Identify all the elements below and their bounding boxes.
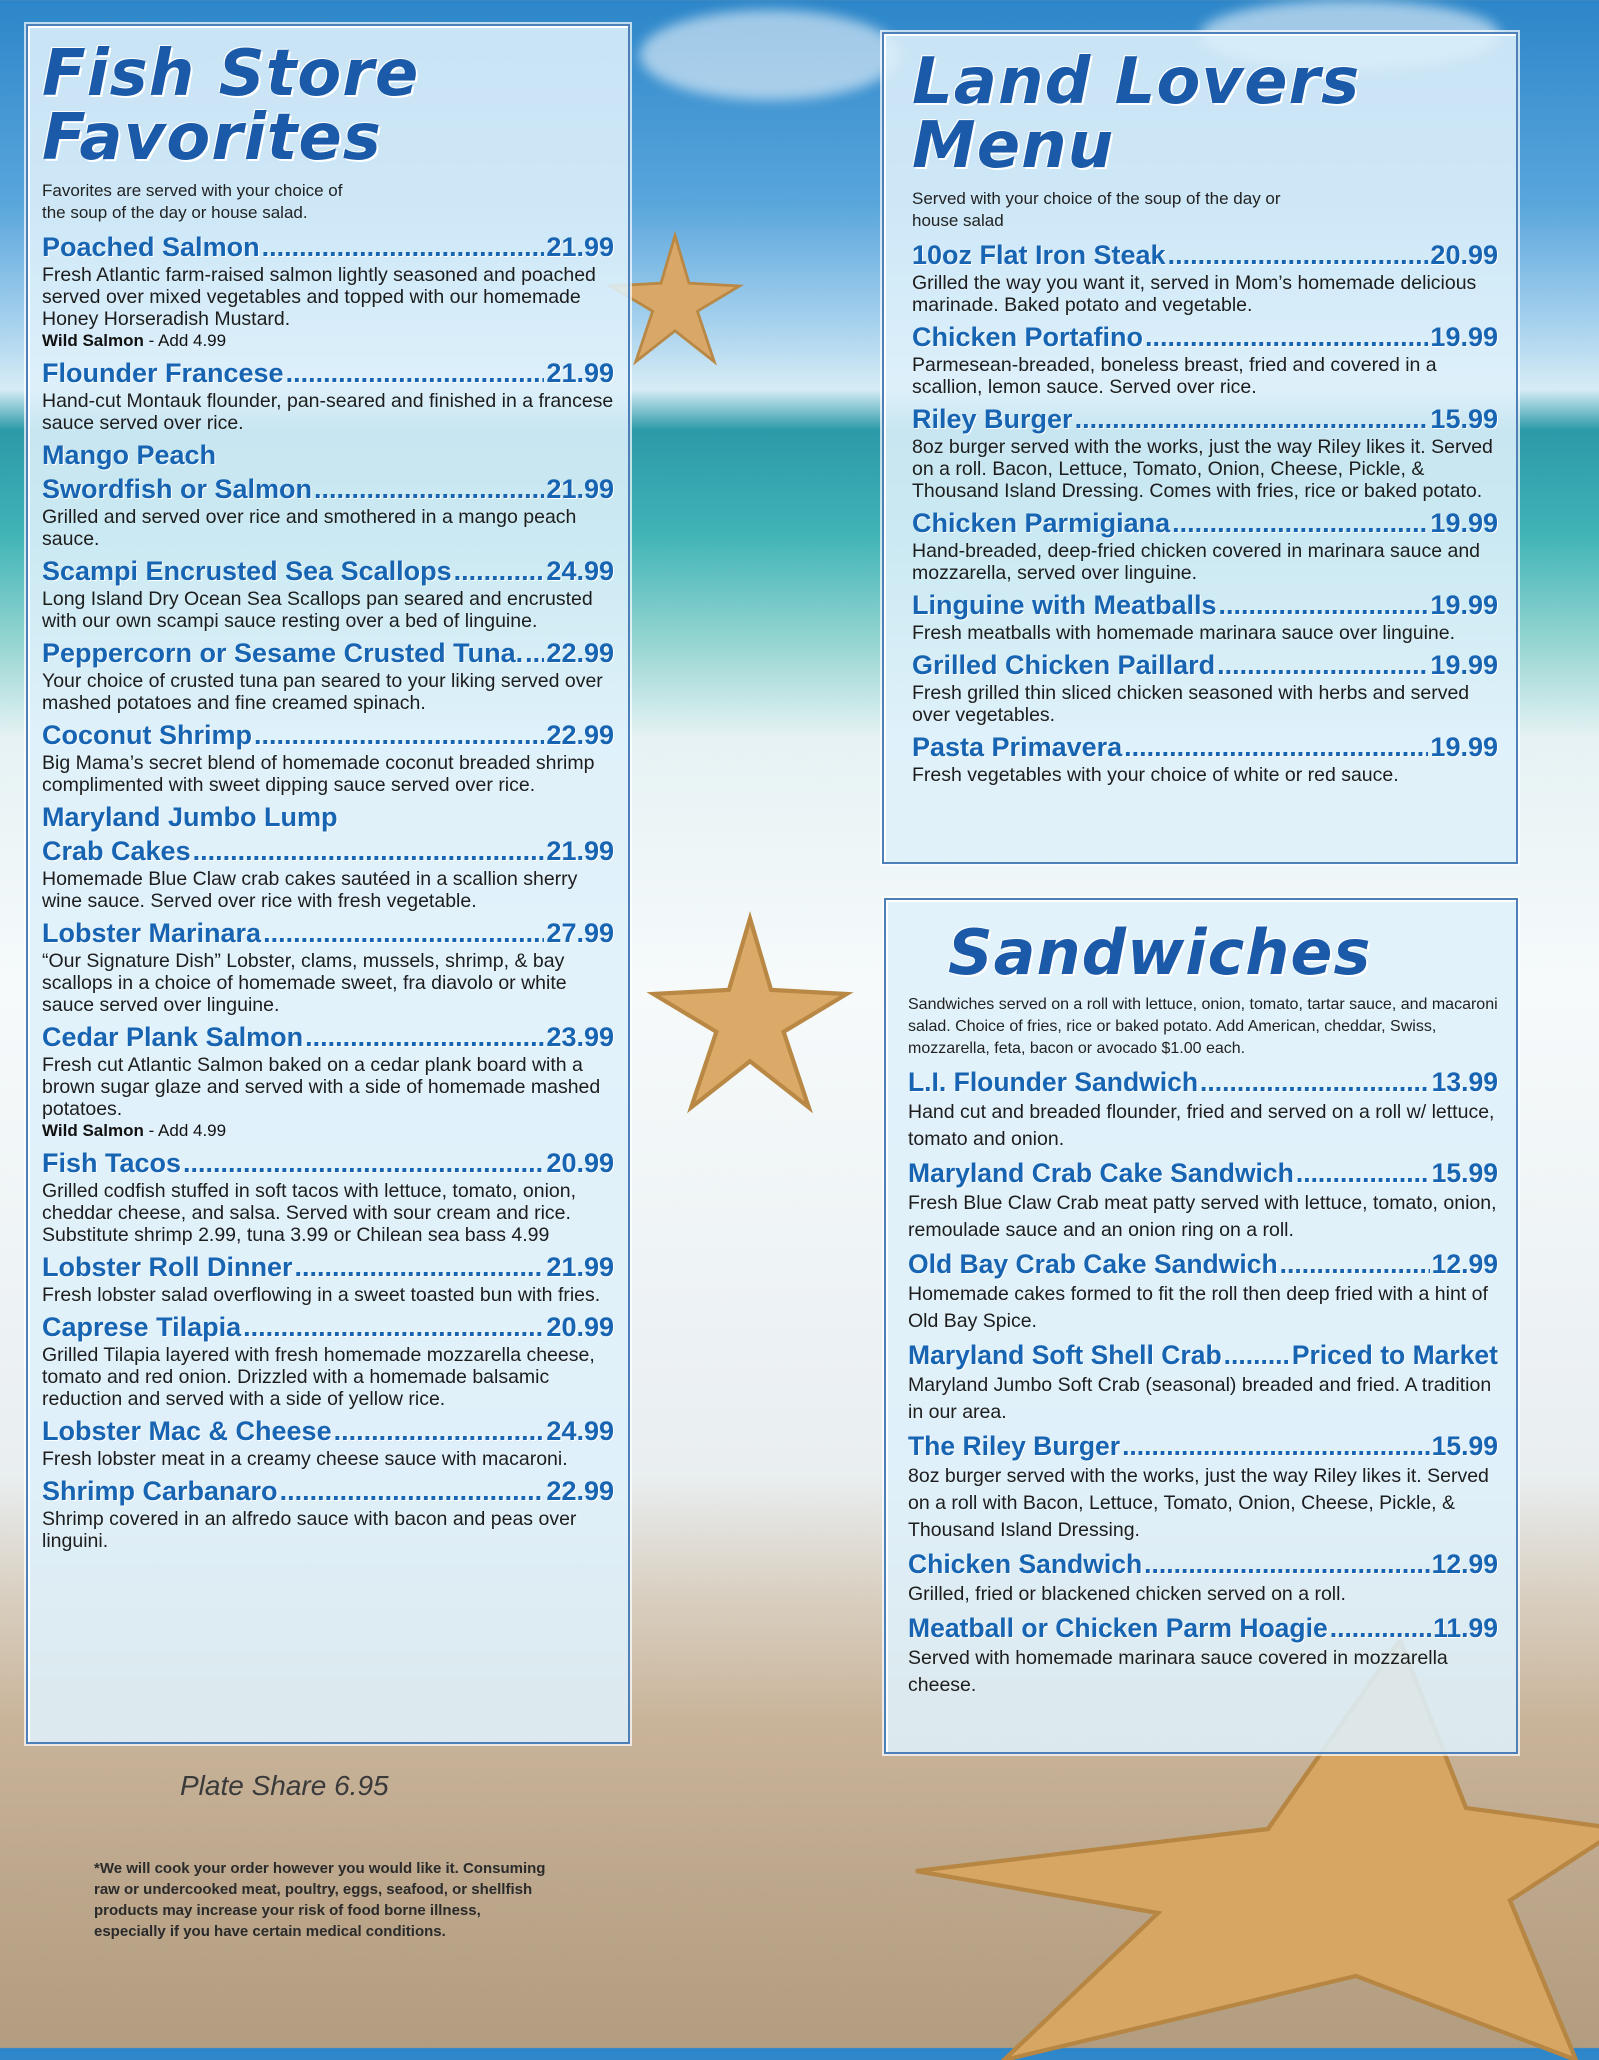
menu-item-header xyxy=(908,1157,1498,1190)
menu-item-header xyxy=(42,916,614,950)
menu-item-description: Fresh grilled thin sliced chicken seasoned with herbs and served over vegetables. xyxy=(912,682,1470,726)
menu-item-name: Poached Salmon xyxy=(42,232,260,262)
menu-item-description: Fresh lobster meat in a creamy cheese sauce with macaroni. xyxy=(42,1448,568,1470)
dot-leader xyxy=(193,834,545,868)
menu-item-name: Flounder Francese xyxy=(42,358,284,388)
menu-item xyxy=(42,718,614,796)
menu-item-header xyxy=(908,1066,1498,1099)
section-intro: Sandwiches served on a roll with lettuce, onion, tomato, tartar sauce, and macaroni salad. Choice of fries, rice or baked potato. Add American, cheddar, Swiss, mozzarella, feta, bacon or avocado $1.00 each. xyxy=(908,996,1498,1057)
dot-leader xyxy=(262,230,545,264)
menu-item-description: Grilled codfish stuffed in soft tacos with lettuce, tomato, onion, cheddar cheese, and salsa. Served with sour cream and rice. Substitute shrimp 2.99, tuna 3.99 or Chilean sea bass 4.99 xyxy=(42,1180,577,1246)
land-lovers-panel xyxy=(882,32,1518,864)
dot-leader xyxy=(1172,506,1428,540)
dot-leader xyxy=(1224,1339,1290,1372)
menu-item-description: Grilled the way you want it, served in Mom’s homemade delicious marinade. Baked potato and vegetable. xyxy=(912,272,1477,316)
menu-item xyxy=(908,1339,1498,1426)
menu-item-price: 22.99 xyxy=(546,720,614,750)
dot-leader xyxy=(263,916,544,950)
menu-item-header xyxy=(912,402,1498,436)
addon-label: Wild Salmon xyxy=(42,331,144,350)
menu-item-name: Lobster Roll Dinner xyxy=(42,1252,293,1282)
menu-list xyxy=(912,238,1498,786)
menu-item-price: 13.99 xyxy=(1431,1067,1498,1097)
menu-item-header xyxy=(42,1146,614,1180)
menu-item xyxy=(912,402,1498,502)
menu-list xyxy=(42,230,614,1552)
section-intro: Served with your choice of the soup of the day or house salad xyxy=(912,189,1281,230)
menu-item-price: 12.99 xyxy=(1431,1549,1498,1579)
menu-item-addon xyxy=(42,330,614,352)
menu-item xyxy=(908,1430,1498,1544)
menu-item-name: Pasta Primavera xyxy=(912,732,1123,762)
menu-item-price: 27.99 xyxy=(546,918,614,948)
menu-item-header xyxy=(912,506,1498,540)
menu-item-price: 22.99 xyxy=(546,1476,614,1506)
section-title: Land Lovers Menu xyxy=(912,45,1361,183)
dot-leader xyxy=(1296,1157,1430,1190)
menu-item-price: 22.99 xyxy=(546,638,614,668)
menu-item-name: Meatball or Chicken Parm Hoagie xyxy=(908,1613,1328,1643)
menu-item-price: 20.99 xyxy=(546,1312,614,1342)
menu-item-addon xyxy=(42,1120,614,1142)
menu-item-name: Chicken Parmigiana xyxy=(912,508,1171,538)
dot-leader xyxy=(1168,238,1429,272)
menu-item xyxy=(908,1157,1498,1244)
menu-item-header xyxy=(912,588,1498,622)
menu-item-header xyxy=(42,636,614,670)
dot-leader xyxy=(295,1250,545,1284)
dot-leader xyxy=(1144,1548,1430,1581)
menu-item-name: Coconut Shrimp xyxy=(42,720,252,750)
menu-item-description: Served with homemade marinara sauce covered in mozzarella cheese. xyxy=(908,1647,1448,1696)
menu-item-price: 19.99 xyxy=(1430,650,1498,680)
menu-item xyxy=(42,1020,614,1142)
menu-item-description: Fresh meatballs with homemade marinara sauce over linguine. xyxy=(912,622,1456,644)
menu-item-description: Hand-cut Montauk flounder, pan-seared and finished in a francese sauce served over rice. xyxy=(42,390,614,434)
menu-item-description: Maryland Jumbo Soft Crab (seasonal) breaded and fried. A tradition in our area. xyxy=(908,1374,1492,1423)
menu-item-price: 23.99 xyxy=(546,1022,614,1052)
menu-item-description: Hand-breaded, deep-fried chicken covered in marinara sauce and mozzarella, served over linguine. xyxy=(912,540,1481,584)
menu-item-header xyxy=(42,230,614,264)
menu-item xyxy=(42,438,614,550)
food-safety-disclaimer: *We will cook your order however you would like it. Consuming raw or undercooked meat, poultry, eggs, seafood, or shellfish products may increase your risk of food borne illness, especially if you have certain medical conditions. xyxy=(94,1860,546,1940)
dot-leader xyxy=(1122,1430,1430,1463)
addon-label: Wild Salmon xyxy=(42,1121,144,1140)
menu-item-name: Grilled Chicken Paillard xyxy=(912,650,1216,680)
menu-item xyxy=(912,238,1498,316)
cloud xyxy=(640,10,900,100)
menu-item-name: Chicken Sandwich xyxy=(908,1549,1143,1579)
menu-item-price: 19.99 xyxy=(1430,322,1498,352)
dot-leader xyxy=(286,356,545,390)
menu-item-header xyxy=(42,1310,614,1344)
menu-item-description: Grilled and served over rice and smothered in a mango peach sauce. xyxy=(42,506,577,550)
menu-item xyxy=(908,1066,1498,1153)
menu-item-price: 12.99 xyxy=(1431,1249,1498,1279)
menu-item-description: Fresh vegetables with your choice of white or red sauce. xyxy=(912,764,1399,786)
menu-item-header xyxy=(42,1474,614,1508)
menu-item-name: 10oz Flat Iron Steak xyxy=(912,240,1166,270)
menu-item-header xyxy=(908,1339,1498,1372)
plate-share-note: Plate Share 6.95 xyxy=(180,1770,389,1801)
dot-leader xyxy=(254,718,544,752)
section-intro: Favorites are served with your choice of the soup of the day or house salad. xyxy=(42,181,343,222)
menu-item-name: Peppercorn or Sesame Crusted Tuna. xyxy=(42,638,524,668)
menu-item-name: Riley Burger xyxy=(912,404,1073,434)
menu-item-header xyxy=(908,1548,1498,1581)
menu-item-name: Caprese Tilapia xyxy=(42,1312,242,1342)
menu-item-price: 15.99 xyxy=(1430,404,1498,434)
starfish-icon xyxy=(645,910,855,1120)
dot-leader xyxy=(280,1474,545,1508)
fish-favorites-panel xyxy=(26,24,630,1744)
dot-leader xyxy=(454,554,545,588)
menu-item-header xyxy=(908,1248,1498,1281)
menu-item-name: Linguine with Meatballs xyxy=(912,590,1217,620)
menu-item-description: Fresh lobster salad overflowing in a sweet toasted bun with fries. xyxy=(42,1284,601,1306)
dot-leader xyxy=(1330,1612,1431,1645)
menu-item-price: 24.99 xyxy=(546,556,614,586)
menu-item xyxy=(42,636,614,714)
menu-item-name: Chicken Portafino xyxy=(912,322,1144,352)
menu-item-name: Lobster Mac & Cheese xyxy=(42,1416,332,1446)
menu-item-header xyxy=(912,730,1498,764)
dot-leader xyxy=(243,1310,544,1344)
dot-leader xyxy=(1217,648,1428,682)
menu-item-price: 24.99 xyxy=(546,1416,614,1446)
menu-item-price: Priced to Market xyxy=(1291,1340,1498,1370)
menu-item-price: 15.99 xyxy=(1431,1158,1498,1188)
menu-item-header xyxy=(42,1020,614,1054)
menu-item-description: Long Island Dry Ocean Sea Scallops pan seared and encrusted with our own scampi sauce resting over a bed of linguine. xyxy=(42,588,593,632)
menu-item-name: L.I. Flounder Sandwich xyxy=(908,1067,1199,1097)
menu-item-header xyxy=(908,1430,1498,1463)
addon-price: - Add 4.99 xyxy=(143,331,227,350)
menu-item-description: Grilled, fried or blackened chicken served on a roll. xyxy=(908,1583,1346,1605)
menu-item-header xyxy=(42,718,614,752)
menu-item-description: 8oz burger served with the works, just the way Riley likes it. Served on a roll with Bacon, Lettuce, Tomato, Onion, Cheese, Pickle, & Thousand Island Dressing. xyxy=(908,1465,1489,1541)
menu-item xyxy=(42,230,614,352)
menu-item-name: Lobster Marinara xyxy=(42,918,262,948)
menu-item-description: Fresh Atlantic farm-raised salmon lightly seasoned and poached served over mixed vegetables and topped with our homemade Honey Horseradish Mustard. xyxy=(42,264,596,330)
menu-item-name: Old Bay Crab Cake Sandwich xyxy=(908,1249,1278,1279)
section-title: Sandwiches xyxy=(948,916,1372,989)
menu-item-name: Cedar Plank Salmon xyxy=(42,1022,304,1052)
menu-item xyxy=(42,1146,614,1246)
menu-item xyxy=(908,1248,1498,1335)
menu-item xyxy=(42,1250,614,1306)
dot-leader xyxy=(183,1146,544,1180)
menu-item-header xyxy=(42,472,614,506)
menu-item-header xyxy=(912,320,1498,354)
dot-leader xyxy=(1145,320,1428,354)
menu-item-name: Maryland Crab Cake Sandwich xyxy=(908,1158,1294,1188)
menu-item-header xyxy=(42,356,614,390)
menu-item-name: Swordfish or Salmon xyxy=(42,474,313,504)
menu-item xyxy=(42,1310,614,1410)
menu-item-price: 21.99 xyxy=(546,1252,614,1282)
menu-item-name: Fish Tacos xyxy=(42,1148,182,1178)
menu-item-name: Shrimp Carbanaro xyxy=(42,1476,278,1506)
menu-item-description: Homemade Blue Claw crab cakes sautéed in a scallion sherry wine sauce. Served over rice with fresh vegetable. xyxy=(42,868,578,912)
menu-item xyxy=(912,588,1498,644)
menu-item-description: Hand cut and breaded flounder, fried and served on a roll w/ lettuce, tomato and onion. xyxy=(908,1101,1495,1150)
menu-item-header xyxy=(912,238,1498,272)
menu-item-name: Crab Cakes xyxy=(42,836,191,866)
menu-item-header xyxy=(908,1612,1498,1645)
menu-item-price: 15.99 xyxy=(1431,1431,1498,1461)
menu-item-description: Homemade cakes formed to fit the roll then deep fried with a hint of Old Bay Spice. xyxy=(908,1283,1488,1332)
dot-leader xyxy=(1280,1248,1430,1281)
menu-item xyxy=(908,1548,1498,1608)
menu-item-description: Parmesean-breaded, boneless breast, fried and covered in a scallion, lemon sauce. Served over rice. xyxy=(912,354,1437,398)
dot-leader xyxy=(1200,1066,1430,1099)
menu-item-description: Your choice of crusted tuna pan seared to your liking served over mashed potatoes and fine creamed spinach. xyxy=(42,670,603,714)
dot-leader xyxy=(305,1020,544,1054)
menu-item xyxy=(912,506,1498,584)
menu-item-name: The Riley Burger xyxy=(908,1431,1121,1461)
menu-item-price: 21.99 xyxy=(546,836,614,866)
menu-item xyxy=(908,1612,1498,1699)
menu-item-price: 20.99 xyxy=(546,1148,614,1178)
dot-leader xyxy=(525,636,544,670)
menu-item-name: Scampi Encrusted Sea Scallops xyxy=(42,556,452,586)
menu-item-header xyxy=(42,834,614,868)
dot-leader xyxy=(1124,730,1428,764)
menu-list xyxy=(908,1066,1498,1699)
menu-item-description: Fresh cut Atlantic Salmon baked on a cedar plank board with a brown sugar glaze and served with a side of homemade mashed potatoes. xyxy=(42,1054,601,1120)
menu-item xyxy=(912,648,1498,726)
sandwiches-panel xyxy=(884,898,1518,1754)
menu-item-name-prefix: Mango Peach xyxy=(42,440,217,470)
menu-item xyxy=(912,730,1498,786)
menu-item-description: Shrimp covered in an alfredo sauce with bacon and peas over linguini. xyxy=(42,1508,577,1552)
menu-item-header xyxy=(42,1250,614,1284)
dot-leader xyxy=(1219,588,1429,622)
menu-item-price: 19.99 xyxy=(1430,590,1498,620)
menu-item xyxy=(42,554,614,632)
dot-leader xyxy=(334,1414,545,1448)
menu-item-header xyxy=(42,1414,614,1448)
menu-item-name: Maryland Soft Shell Crab xyxy=(908,1340,1222,1370)
menu-item xyxy=(42,916,614,1016)
menu-item-header xyxy=(912,648,1498,682)
menu-item xyxy=(912,320,1498,398)
section-title: Fish Store Favorites xyxy=(42,37,420,175)
menu-item-description: Fresh Blue Claw Crab meat patty served with lettuce, tomato, onion, remoulade sauce and an onion ring on a roll. xyxy=(908,1192,1497,1241)
menu-item-price: 19.99 xyxy=(1430,732,1498,762)
menu-item-name-prefix: Maryland Jumbo Lump xyxy=(42,802,338,832)
menu-item-description: 8oz burger served with the works, just the way Riley likes it. Served on a roll. Bacon, Lettuce, Tomato, Onion, Cheese, Pickle, & Thousand Island Dressing. Comes with fries, rice or baked potato. xyxy=(912,436,1493,502)
menu-item-price: 19.99 xyxy=(1430,508,1498,538)
menu-item-description: Grilled Tilapia layered with fresh homemade mozzarella cheese, tomato and red onion. Drizzled with a homemade balsamic reduction and served with a side of yellow rice. xyxy=(42,1344,595,1410)
menu-item-price: 21.99 xyxy=(546,474,614,504)
menu-item-price: 21.99 xyxy=(546,358,614,388)
dot-leader xyxy=(1075,402,1429,436)
menu-item-description: “Our Signature Dish” Lobster, clams, mussels, shrimp, & bay scallops in a choice of homemade sweet, fra diavolo or white sauce served over linguine. xyxy=(42,950,567,1016)
menu-item xyxy=(42,356,614,434)
dot-leader xyxy=(314,472,544,506)
menu-item xyxy=(42,800,614,912)
menu-item-price: 20.99 xyxy=(1430,240,1498,270)
menu-item-description: Big Mama’s secret blend of homemade coconut breaded shrimp complimented with sweet dipping sauce served over rice. xyxy=(42,752,595,796)
menu-item-price: 21.99 xyxy=(546,232,614,262)
addon-price: - Add 4.99 xyxy=(143,1121,227,1140)
menu-item xyxy=(42,1474,614,1552)
menu-item-price: 11.99 xyxy=(1433,1613,1498,1643)
menu-item-header xyxy=(42,554,614,588)
menu-item xyxy=(42,1414,614,1470)
